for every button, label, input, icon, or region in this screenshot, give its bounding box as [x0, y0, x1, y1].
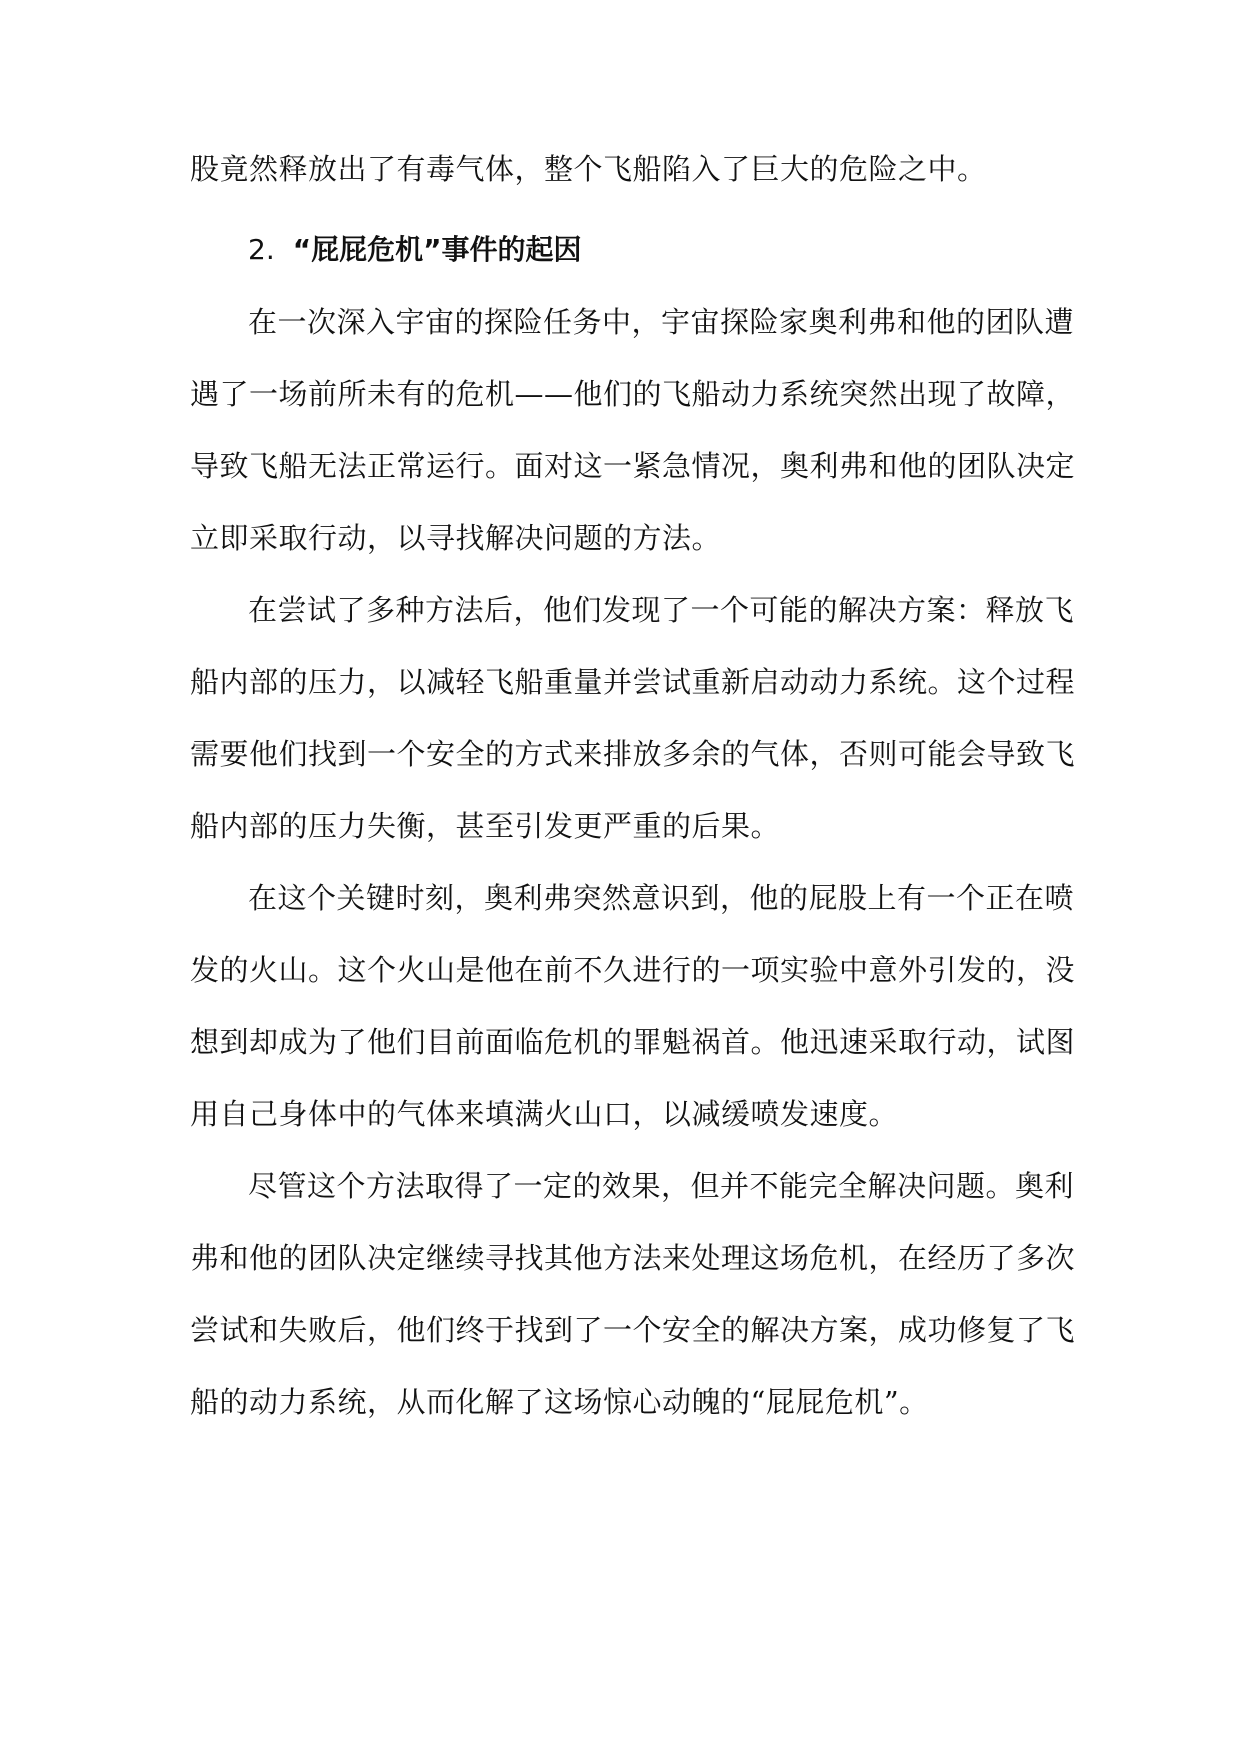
paragraph-line: 在这个关键时刻，奥利弗突然意识到，他的屁股上有一个正在喷 — [248, 881, 1075, 915]
paragraph-line: 在一次深入宇宙的探险任务中，宇宙探险家奥利弗和他的团队遭 — [248, 305, 1075, 339]
paragraph-line: 用自己身体中的气体来填满火山口，以减缓喷发速度。 — [190, 1097, 899, 1131]
section-heading — [248, 230, 582, 270]
paragraph-line: 弗和他的团队决定继续寻找其他方法来处理这场危机，在经历了多次 — [190, 1241, 1076, 1275]
paragraph-line: 想到却成为了他们目前面临危机的罪魁祸首。他迅速采取行动，试图 — [190, 1025, 1076, 1059]
section-title: “屁屁危机”事件的起因 — [292, 233, 582, 266]
paragraph-line: 船的动力系统，从而化解了这场惊心动魄的“屁屁危机”。 — [190, 1385, 929, 1419]
paragraph-line: 发的火山。这个火山是他在前不久进行的一项实验中意外引发的，没 — [190, 953, 1076, 987]
paragraph-line: 船内部的压力失衡，甚至引发更严重的后果。 — [190, 809, 781, 843]
paragraph-line: 遇了一场前所未有的危机——他们的飞船动力系统突然出现了故障， — [190, 377, 1076, 411]
paragraph-line: 股竟然释放出了有毒气体，整个飞船陷入了巨大的危险之中。 — [190, 152, 987, 186]
paragraph-line: 尽管这个方法取得了一定的效果，但并不能完全解决问题。奥利 — [248, 1169, 1075, 1203]
paragraph-line: 在尝试了多种方法后，他们发现了一个可能的解决方案：释放飞 — [248, 593, 1075, 627]
paragraph-line: 船内部的压力，以减轻飞船重量并尝试重新启动动力系统。这个过程 — [190, 665, 1076, 699]
paragraph-line: 需要他们找到一个安全的方式来排放多余的气体，否则可能会导致飞 — [190, 737, 1076, 771]
paragraph-line: 立即采取行动，以寻找解决问题的方法。 — [190, 521, 722, 555]
paragraph-line: 导致飞船无法正常运行。面对这一紧急情况，奥利弗和他的团队决定 — [190, 449, 1076, 483]
paragraph-line: 尝试和失败后，他们终于找到了一个安全的解决方案，成功修复了飞 — [190, 1313, 1076, 1347]
section-number: 2. — [248, 233, 275, 266]
